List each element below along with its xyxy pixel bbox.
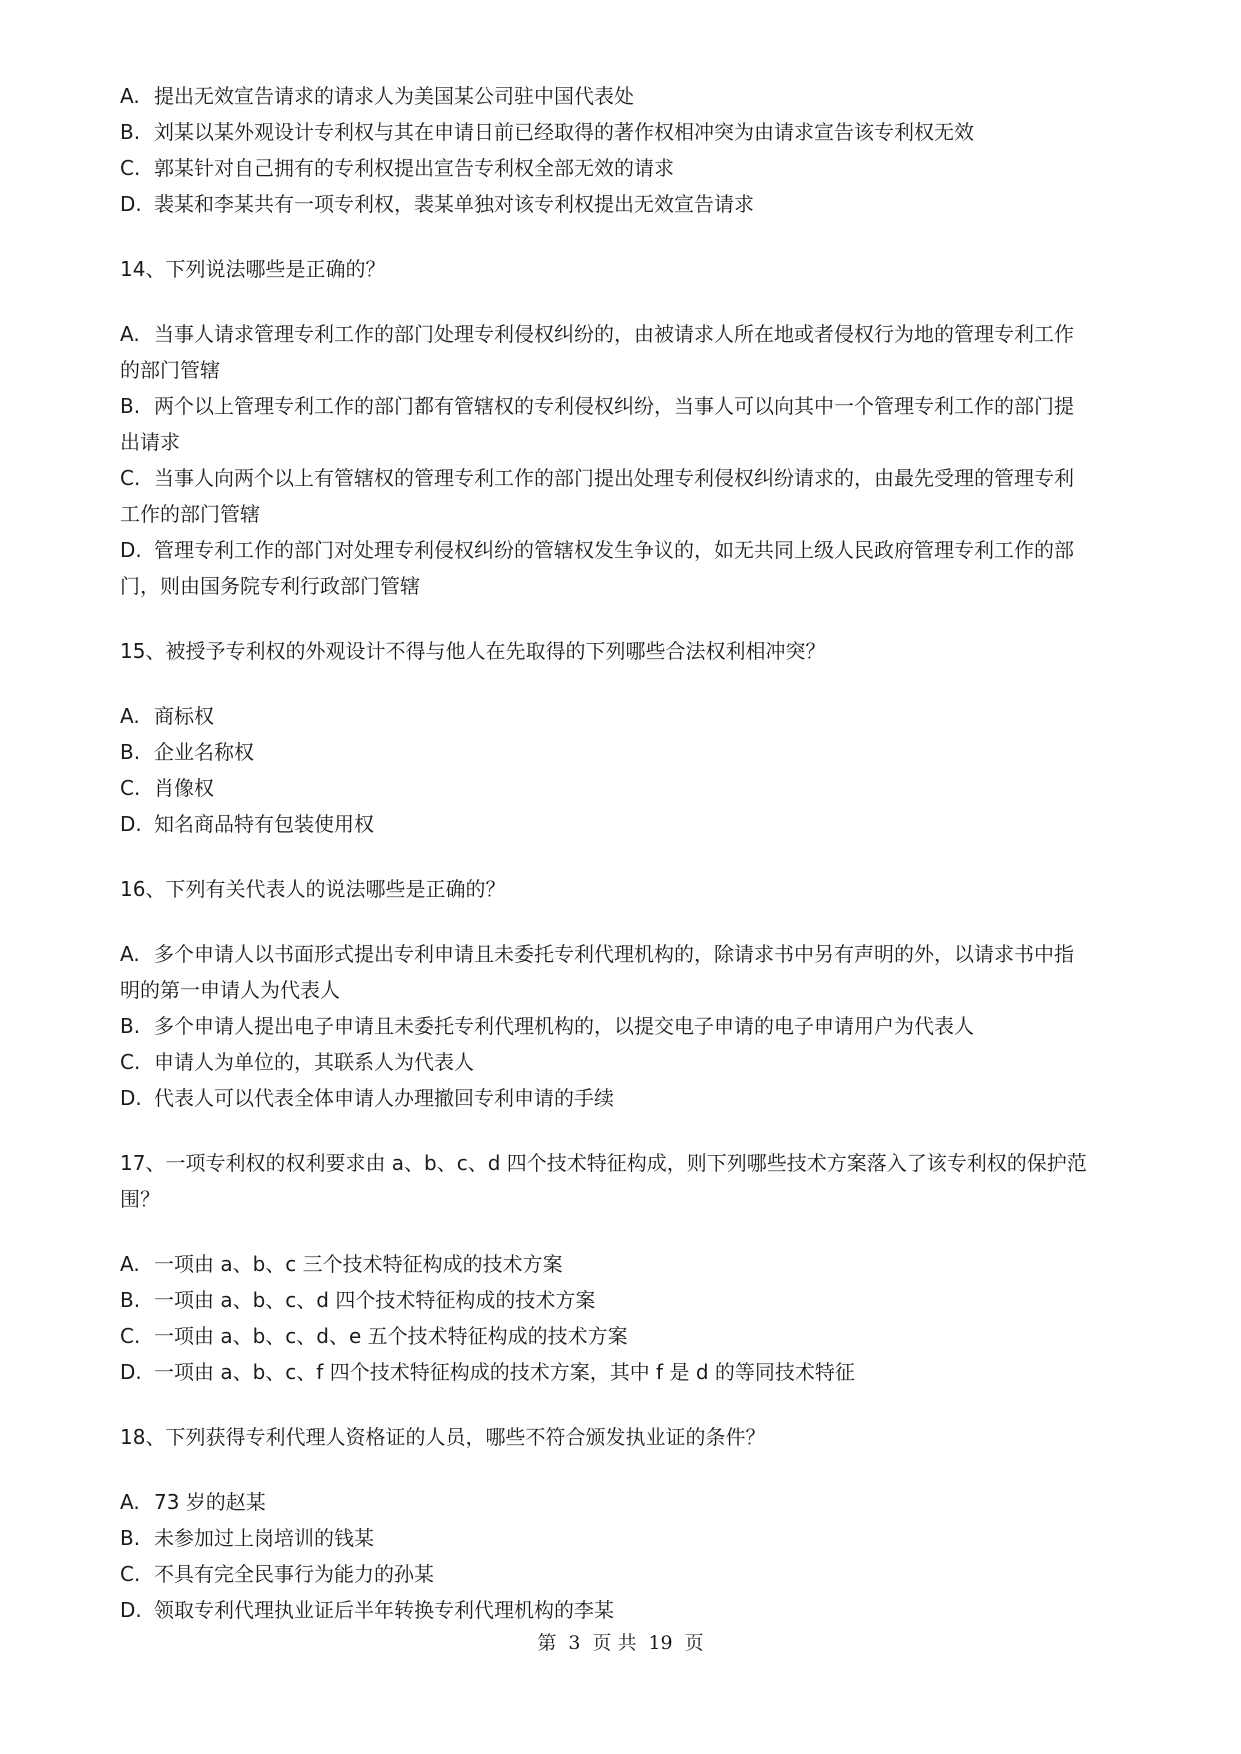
option-label: B. xyxy=(120,740,141,764)
question-17-options xyxy=(120,1246,1170,1390)
option-label: C. xyxy=(120,466,141,490)
option-text: 两个以上管理专利工作的部门都有管辖权的专利侵权纠纷，当事人可以向其中一个管理专利工作的部门提 xyxy=(154,394,1074,418)
option-label: D. xyxy=(120,1086,142,1110)
option-c xyxy=(120,770,1170,806)
option-a xyxy=(120,78,1170,114)
current-page-number: 3 xyxy=(568,1632,581,1654)
option-text: 领取专利代理执业证后半年转换专利代理机构的李某 xyxy=(154,1598,614,1622)
question-17-stem-line1: 17、一项专利权的权利要求由 a、b、c、d 四个技术特征构成，则下列哪些技术方案落入了该专利权的保护范 xyxy=(120,1151,1087,1175)
option-text: 一项由 a、b、c、d 四个技术特征构成的技术方案 xyxy=(154,1288,596,1312)
option-text: 代表人可以代表全体申请人办理撤回专利申请的手续 xyxy=(154,1086,614,1110)
option-text: 裴某和李某共有一项专利权，裴某单独对该专利权提出无效宣告请求 xyxy=(154,192,754,216)
option-label: B. xyxy=(120,120,141,144)
footer-suffix: 页 xyxy=(684,1632,704,1654)
option-line xyxy=(120,388,1170,424)
option-text: 郭某针对自己拥有的专利权提出宣告专利权全部无效的请求 xyxy=(154,156,674,180)
option-text-continued: 的部门管辖 xyxy=(120,358,220,382)
option-text: 当事人请求管理专利工作的部门处理专利侵权纠纷的，由被请求人所在地或者侵权行为地的管理专利工作 xyxy=(154,322,1074,346)
question-13-options xyxy=(120,78,1170,222)
question-15-options xyxy=(120,698,1170,842)
option-label: D. xyxy=(120,538,142,562)
option-text: 提出无效宣告请求的请求人为美国某公司驻中国代表处 xyxy=(154,84,634,108)
option-label: D. xyxy=(120,1360,142,1384)
option-c xyxy=(120,1318,1170,1354)
option-line xyxy=(120,460,1170,496)
option-label: B. xyxy=(120,1288,141,1312)
option-text: 管理专利工作的部门对处理专利侵权纠纷的管辖权发生争议的，如无共同上级人民政府管理专利工作的部 xyxy=(154,538,1074,562)
option-text: 一项由 a、b、c 三个技术特征构成的技术方案 xyxy=(154,1252,563,1276)
option-b xyxy=(120,114,1170,150)
option-d xyxy=(120,186,1170,222)
option-text: 未参加过上岗培训的钱某 xyxy=(154,1526,374,1550)
option-text-continued: 出请求 xyxy=(120,430,180,454)
question-18-stem: 18、下列获得专利代理人资格证的人员，哪些不符合颁发执业证的条件？ xyxy=(120,1425,766,1449)
footer-prefix: 第 xyxy=(537,1632,557,1654)
page-content xyxy=(120,78,1170,1628)
option-label: B. xyxy=(120,1014,141,1038)
option-text: 申请人为单位的，其联系人为代表人 xyxy=(154,1050,474,1074)
option-label: A. xyxy=(120,942,140,966)
option-text: 73 岁的赵某 xyxy=(154,1490,266,1514)
option-a xyxy=(120,1484,1170,1520)
page-footer xyxy=(0,1628,1241,1655)
option-label: C. xyxy=(120,776,141,800)
option-a xyxy=(120,936,1170,1008)
option-label: A. xyxy=(120,322,140,346)
option-text: 不具有完全民事行为能力的孙某 xyxy=(154,1562,434,1586)
question-14-options xyxy=(120,316,1170,604)
option-a xyxy=(120,1246,1170,1282)
option-label: C. xyxy=(120,1324,141,1348)
option-text: 一项由 a、b、c、d、e 五个技术特征构成的技术方案 xyxy=(154,1324,628,1348)
question-14-stem: 14、下列说法哪些是正确的？ xyxy=(120,257,386,281)
question-18-options xyxy=(120,1484,1170,1628)
option-label: D. xyxy=(120,1598,142,1622)
option-text: 多个申请人提出电子申请且未委托专利代理机构的，以提交电子申请的电子申请用户为代表人 xyxy=(154,1014,974,1038)
question-16-options xyxy=(120,936,1170,1116)
option-label: A. xyxy=(120,84,140,108)
option-b xyxy=(120,388,1170,460)
option-label: A. xyxy=(120,1252,140,1276)
option-c xyxy=(120,1556,1170,1592)
option-text: 知名商品特有包装使用权 xyxy=(154,812,374,836)
option-label: C. xyxy=(120,1050,141,1074)
option-label: C. xyxy=(120,156,141,180)
total-page-count: 19 xyxy=(648,1632,673,1654)
option-c xyxy=(120,1044,1170,1080)
option-label: C. xyxy=(120,1562,141,1586)
option-a xyxy=(120,316,1170,388)
option-label: A. xyxy=(120,1490,140,1514)
option-b xyxy=(120,1520,1170,1556)
option-text: 肖像权 xyxy=(154,776,214,800)
option-line xyxy=(120,936,1170,972)
question-16-stem: 16、下列有关代表人的说法哪些是正确的？ xyxy=(120,877,506,901)
option-text: 刘某以某外观设计专利权与其在申请日前已经取得的著作权相冲突为由请求宣告该专利权无效 xyxy=(154,120,974,144)
option-line xyxy=(120,532,1170,568)
option-text-continued: 明的第一申请人为代表人 xyxy=(120,978,340,1002)
option-d xyxy=(120,1354,1170,1390)
option-label: A. xyxy=(120,704,140,728)
footer-middle: 页 共 xyxy=(592,1632,637,1654)
question-15-stem: 15、被授予专利权的外观设计不得与他人在先取得的下列哪些合法权利相冲突？ xyxy=(120,639,826,663)
option-d xyxy=(120,1080,1170,1116)
option-line xyxy=(120,316,1170,352)
question-17-stem xyxy=(120,1145,1170,1217)
option-text: 一项由 a、b、c、f 四个技术特征构成的技术方案，其中 f 是 d 的等同技术特征 xyxy=(154,1360,855,1384)
option-text-continued: 工作的部门管辖 xyxy=(120,502,260,526)
option-b xyxy=(120,1282,1170,1318)
option-b xyxy=(120,734,1170,770)
option-label: D. xyxy=(120,192,142,216)
question-17-stem-line2: 围？ xyxy=(120,1187,160,1211)
option-c xyxy=(120,150,1170,186)
option-label: D. xyxy=(120,812,142,836)
option-label: B. xyxy=(120,1526,141,1550)
option-text: 商标权 xyxy=(154,704,214,728)
option-text: 当事人向两个以上有管辖权的管理专利工作的部门提出处理专利侵权纠纷请求的，由最先受理的管理专利 xyxy=(154,466,1074,490)
option-label: B. xyxy=(120,394,141,418)
option-text: 企业名称权 xyxy=(154,740,254,764)
option-b xyxy=(120,1008,1170,1044)
option-text: 多个申请人以书面形式提出专利申请且未委托专利代理机构的，除请求书中另有声明的外，以请求书中指 xyxy=(154,942,1074,966)
option-d xyxy=(120,1592,1170,1628)
option-text-continued: 门，则由国务院专利行政部门管辖 xyxy=(120,574,420,598)
option-a xyxy=(120,698,1170,734)
option-d xyxy=(120,806,1170,842)
option-c xyxy=(120,460,1170,532)
option-d xyxy=(120,532,1170,604)
